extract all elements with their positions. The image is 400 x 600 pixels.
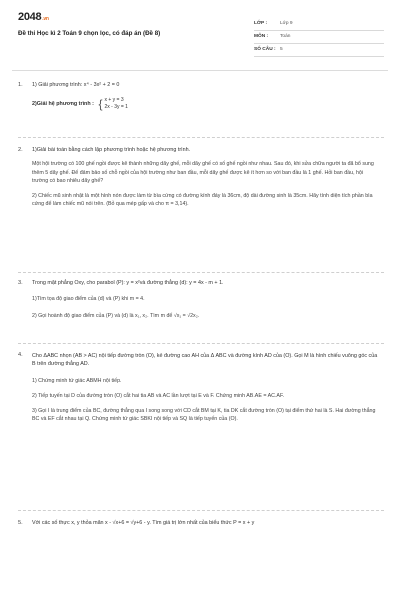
meta-key: MÔN : <box>254 33 269 39</box>
question-number: 5. <box>18 520 23 526</box>
question-part-1: 1) Giải phương trình: x⁴ - 3x² + 2 = 0 <box>32 82 120 88</box>
question-part-2-label: 2)Giải hệ phương trình : <box>32 101 94 108</box>
question-separator <box>18 272 384 273</box>
question-1 <box>18 82 382 122</box>
meta-value: Lớp 9 <box>280 20 293 26</box>
question-paragraph: 2) Chiếc mũ sinh nhật là một hình nón được làm từ bìa cứng có đường kính đáy là 36cm, độ dài đường sinh là 35cm. Hãy tính diện tích phần bìa cứng để làm chiếc mũ nói trên. (Bỏ qua mép gấp và cho π = 3,14). <box>32 192 373 208</box>
question-intro: Cho ΔABC nhọn (AB > AC) nội tiếp đường tròn (O), kẻ đường cao AH của Δ ABC và đường kính AD của (O). Gọi M là hình chiếu vuông góc của B trên đường thẳng AD. <box>32 353 378 368</box>
question-intro: Với các số thực x, y thỏa mãn x - √x+6 = √y+6 - y. Tìm giá trị lớn nhất của biểu thức P = x + y <box>32 520 255 526</box>
question-5 <box>18 520 382 540</box>
question-body <box>32 82 378 111</box>
exam-header <box>18 8 384 70</box>
question-3 <box>18 280 382 340</box>
equation-system <box>98 97 128 111</box>
question-part-2 <box>32 97 378 111</box>
question-paragraph: 3) Gọi I là trung điểm của BC, đường thẳng qua I song song với CD cắt BM tại K, tia DK cắt đường tròn (O) tại điểm thứ hai là S. Hai đường thẳng BC và EF cắt nhau tại Q. Chứng minh tứ giác SBKI nội tiếp và SQ là tiếp tuyến của (O). <box>32 408 376 423</box>
meta-row-class <box>254 18 384 31</box>
question-paragraph: 2) Tiếp tuyến tại D của đường tròn (O) cắt hai tia AB và AC lần lượt tại E và F. Chứng minh AB.AE = AC.AF. <box>32 392 285 399</box>
meta-value: Toán <box>280 33 291 39</box>
meta-row-subject <box>254 31 384 44</box>
meta-value: 5 <box>280 46 283 52</box>
equation-line: 2x - 3y = 1 <box>104 104 128 111</box>
question-body <box>32 520 378 527</box>
question-separator <box>18 343 384 344</box>
question-separator <box>18 510 384 511</box>
question-paragraph: 2) Gọi hoành độ giao điểm của (P) và (d) là x₁, x₂. Tìm m để √x₁ = √2x₂. <box>32 312 200 319</box>
question-body <box>32 280 378 320</box>
meta-key: LỚP : <box>254 20 268 26</box>
question-paragraph: 1)Tìm tọa độ giao điểm của (d) và (P) khi m = 4. <box>32 296 145 303</box>
brace-icon: { <box>98 97 103 112</box>
question-paragraph: Một hội trường có 100 ghế ngồi được kê thành những dãy ghế, mỗi dãy ghế có số ghế ngồi như nhau. Sau đó, khi sửa chữa người ta đã bổ sung thêm 5 dãy ghế. Để đảm bảo số chỗ ngồi của hội trường như ban đầu, mỗi dãy ghế được kê ít hơn so với ban đầu là 1 ghế. Hỏi ban đầu, hội trường có bao nhiêu dãy ghế? <box>32 161 374 184</box>
question-number: 1. <box>18 82 23 88</box>
question-body <box>32 352 378 424</box>
meta-key: SỐ CÂU : <box>254 46 276 52</box>
logo-text: 2048 <box>18 11 42 23</box>
exam-meta <box>254 18 384 57</box>
meta-row-count <box>254 44 384 57</box>
question-number: 2. <box>18 147 23 153</box>
question-intro: 1)Giải bài toán bằng cách lập phương trình hoặc hệ phương trình. <box>32 147 191 153</box>
question-number: 3. <box>18 280 23 286</box>
question-4 <box>18 352 382 482</box>
header-divider <box>12 70 388 71</box>
question-number: 4. <box>18 352 23 358</box>
question-2 <box>18 147 382 267</box>
logo-suffix: .vn <box>42 16 49 22</box>
question-separator <box>18 137 384 138</box>
exam-title: Đề thi Học kì 2 Toán 9 chọn lọc, có đáp án (Đề 8) <box>18 30 161 37</box>
question-body <box>32 147 378 208</box>
question-intro: Trong mặt phẳng Oxy, cho parabol (P): y = x²và đường thẳng (d): y = 4x - m + 1. <box>32 280 224 286</box>
question-paragraph: 1) Chứng minh tứ giác ABMH nội tiếp. <box>32 377 122 384</box>
equation-line: x + y = 3 <box>104 97 124 104</box>
site-logo[interactable] <box>18 10 49 25</box>
